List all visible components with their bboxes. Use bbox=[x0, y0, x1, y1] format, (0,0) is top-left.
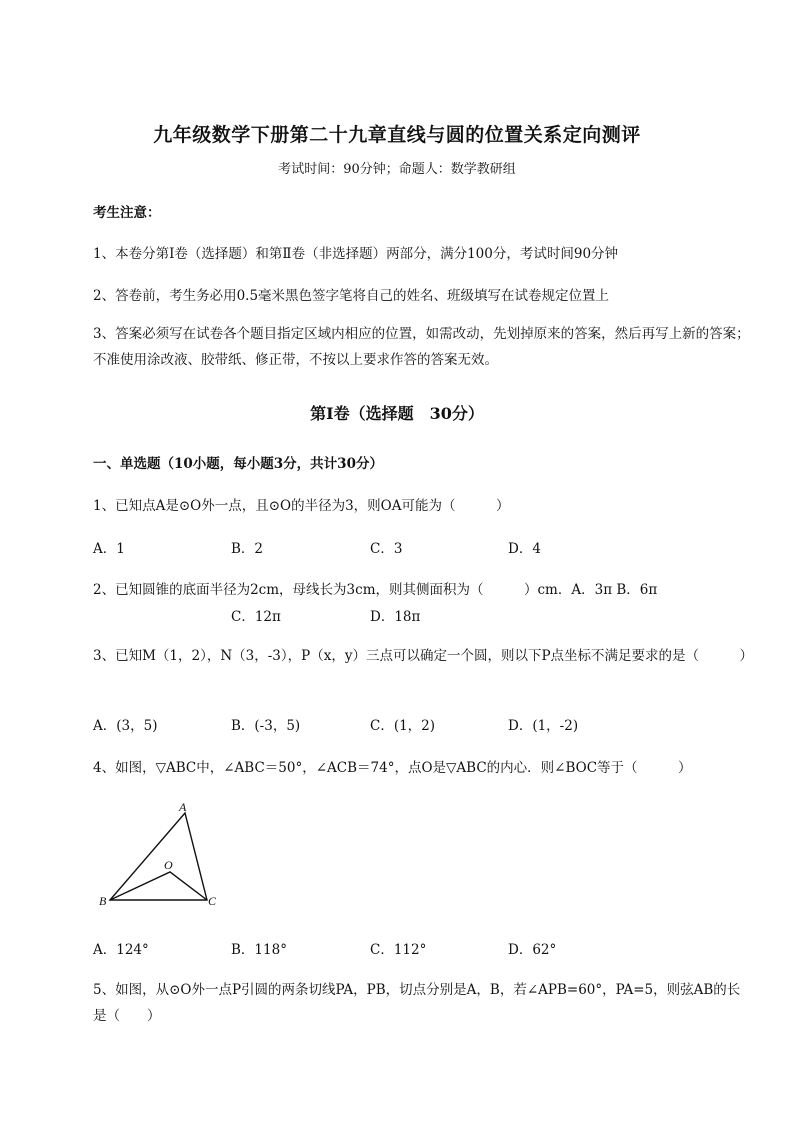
question-1-option-a: A．1 bbox=[93, 541, 125, 557]
question-4-option-d: D．62° bbox=[508, 942, 557, 958]
question-3-option-a: A．(3，5) bbox=[93, 718, 158, 734]
label-o: O bbox=[164, 858, 173, 872]
question-1-option-b: B．2 bbox=[231, 541, 264, 557]
question-3-option-d: D．(1，-2) bbox=[508, 718, 579, 734]
question-2-option-d: D．18π bbox=[370, 609, 421, 625]
notice-item-2: 2、答卷前，考生务必用0.5毫米黑色签字笔将自己的姓名、班级填写在试卷规定位置上 bbox=[93, 288, 610, 304]
exam-info: 考试时间：90分钟；命题人：数学教研组 bbox=[278, 162, 516, 177]
notice-item-3: 3、答案必须写在试卷各个题目指定区域内相应的位置，如需改动，先划掉原来的答案，然后再写上新的答案；不准使用涂改液、胶带纸、修正带，不按以上要求作答的答案无效。 bbox=[93, 326, 750, 368]
label-b: B bbox=[99, 894, 107, 908]
question-1-stem: 1、已知点A是⊙O外一点，且⊙O的半径为3，则OA可能为（ ） bbox=[93, 498, 510, 514]
question-4-option-c: C．112° bbox=[370, 942, 427, 958]
question-1-option-c: C．3 bbox=[370, 541, 403, 557]
question-2-option-c: C．12π bbox=[231, 609, 281, 625]
question-3-option-c: C．(1，2) bbox=[370, 718, 436, 734]
question-3-stem: 3、已知M（1，2），N（3，-3），P（x，y）三点可以确定一个圆，则以下P点坐标不满足要求的是（ ） bbox=[93, 648, 754, 664]
triangle-figure bbox=[95, 798, 225, 913]
page-title: 九年级数学下册第二十九章直线与圆的位置关系定向测评 bbox=[153, 124, 641, 146]
label-c: C bbox=[208, 894, 217, 908]
section-title: 第I卷（选择题 30分） bbox=[310, 404, 484, 423]
question-4-option-b: B．118° bbox=[231, 942, 287, 958]
part-heading: 一、单选题（10小题，每小题3分，共计30分） bbox=[93, 456, 383, 472]
question-2-stem: 2、已知圆锥的底面半径为2cm，母线长为3cm，则其侧面积为（ ）cm．A．3π B．6π bbox=[93, 582, 658, 598]
notice-item-1: 1、本卷分第I卷（选择题）和第Ⅱ卷（非选择题）两部分，满分100分，考试时间90分钟 bbox=[93, 246, 619, 262]
label-a: A bbox=[179, 800, 187, 814]
question-4-option-a: A．124° bbox=[93, 942, 149, 958]
question-1-option-d: D．4 bbox=[508, 541, 541, 557]
bisector-lines bbox=[110, 872, 207, 900]
question-4-stem: 4、如图，▽ABC中，∠ABC＝50°，∠ACB＝74°，点O是▽ABC的内心．则∠BOC等于（ ） bbox=[93, 760, 692, 776]
question-3-option-b: B．(-3，5) bbox=[231, 718, 301, 734]
triangle-abc bbox=[110, 813, 207, 900]
question-5-stem: 5、如图，从⊙O外一点P引圆的两条切线PA，PB，切点分别是A，B，若∠APB=60°，PA=5，则弦AB的长是（ ） bbox=[93, 982, 741, 1024]
notice-heading: 考生注意： bbox=[93, 205, 161, 221]
